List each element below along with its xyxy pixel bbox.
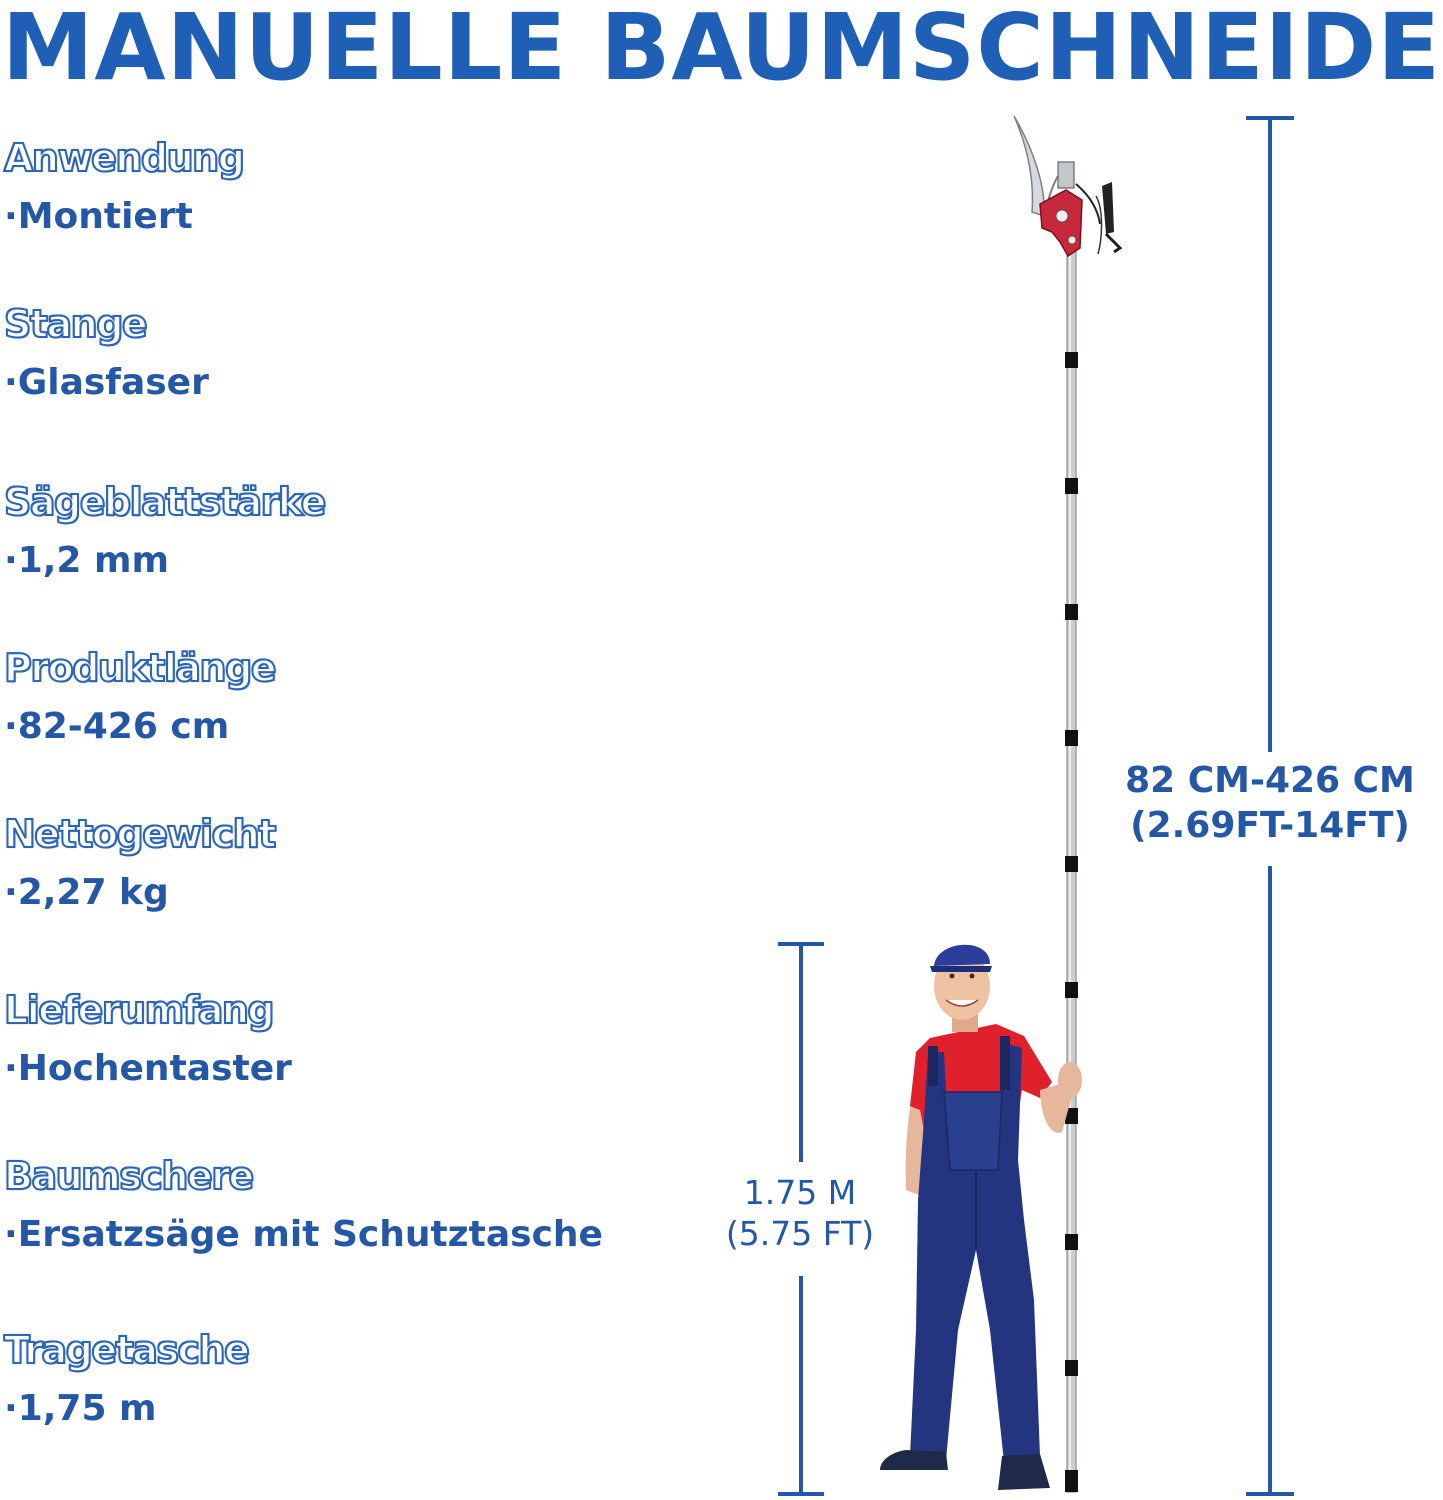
spec-value: · Glasfaser bbox=[4, 362, 209, 403]
spec-value: · Ersatzsäge mit Schutztasche bbox=[4, 1214, 603, 1255]
person-height-label bbox=[700, 1172, 900, 1255]
tool-length-ft: (2.69FT-14FT) bbox=[1130, 805, 1410, 846]
spec-label: Nettogewicht bbox=[4, 812, 275, 856]
pruner-head-icon bbox=[1014, 116, 1120, 256]
spec-label: Anwendung bbox=[4, 136, 244, 180]
spec-value: · 1,75 m bbox=[4, 1388, 248, 1429]
spec-value: · 2,27 kg bbox=[4, 872, 275, 913]
spec-value: · 1,2 mm bbox=[4, 540, 325, 581]
tool-length-cm: 82 CM-426 CM bbox=[1125, 760, 1415, 801]
spec-label: Tragetasche bbox=[4, 1328, 249, 1372]
spec-value: · Montiert bbox=[4, 196, 243, 237]
spec-label: Baumschere bbox=[4, 1154, 253, 1198]
person-icon bbox=[880, 945, 1082, 1490]
person-height-ft: (5.75 FT) bbox=[725, 1214, 875, 1254]
tool-length-label bbox=[1100, 758, 1440, 848]
spec-label: Lieferumfang bbox=[4, 988, 274, 1032]
spec-label: Stange bbox=[4, 302, 147, 346]
spec-label: Sägeblattstärke bbox=[4, 480, 325, 524]
person-height-m: 1.75 M bbox=[743, 1173, 857, 1212]
spec-label: Produktlänge bbox=[4, 646, 276, 690]
spec-value: · Hochentaster bbox=[4, 1048, 292, 1089]
page-title: MANUELLE BAUMSCHNEIDE bbox=[1, 0, 1442, 101]
pole-icon bbox=[1065, 240, 1078, 1492]
spec-value: · 82-426 cm bbox=[4, 706, 275, 747]
